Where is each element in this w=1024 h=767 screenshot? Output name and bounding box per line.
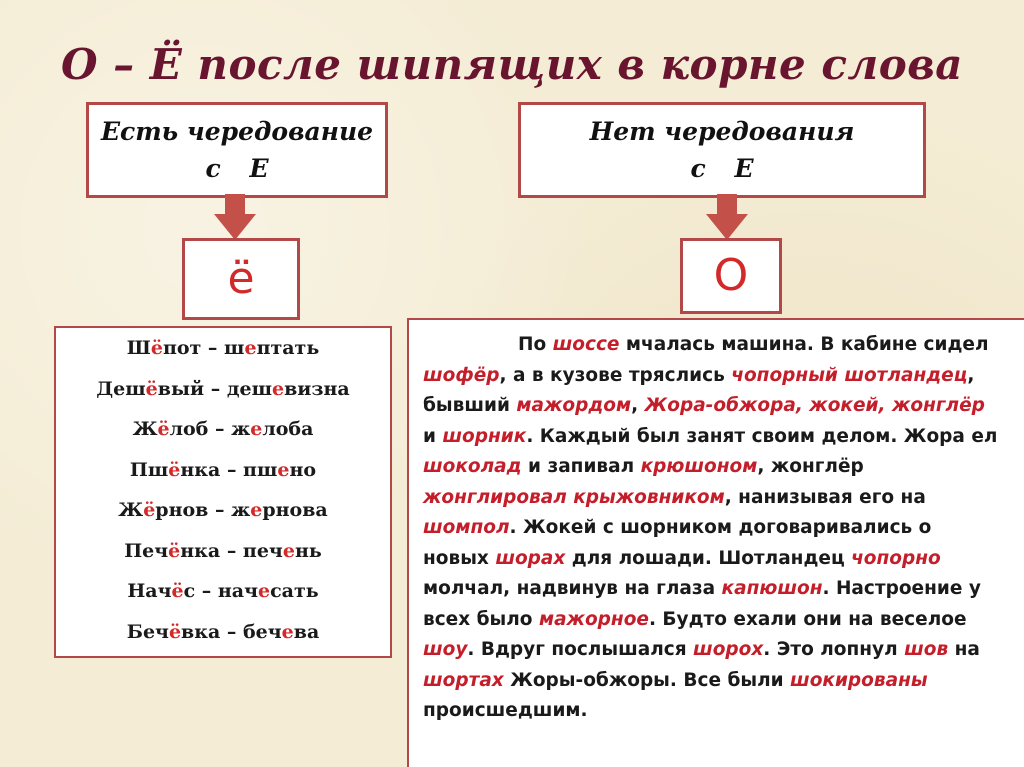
- preposition: с: [690, 154, 706, 183]
- text-line: и шорник. Каждый был занят своим делом. Жора ел: [423, 425, 998, 447]
- letter-e: Е: [734, 154, 754, 183]
- letter-yo-box: [182, 238, 300, 320]
- text-line: шофёр, а в кузове тряслись чопорный шотландец,: [423, 364, 975, 386]
- text-line: шомпол. Жокей с шорником договаривались о: [423, 517, 932, 538]
- no-alternation-letters: [521, 154, 923, 183]
- word-pair: Дешёвый – дешевизна: [96, 377, 350, 400]
- word-pair: Печёнка – печень: [124, 539, 322, 562]
- text-line: шоколад и запивал крюшоном, жонглёр: [423, 456, 864, 477]
- text-line: шортах Жоры-обжоры. Все были шокированы: [423, 669, 928, 691]
- letter-e: Е: [249, 154, 269, 183]
- text-line: По шоссе мчалась машина. В кабине сидел: [518, 334, 989, 355]
- word-pair: Бечёвка – бечева: [126, 620, 320, 643]
- text-line: всех было мажорное. Будто ехали они на веселое: [423, 608, 967, 630]
- text-line: жонглировал крыжовником, нанизывая его на: [423, 486, 926, 508]
- word-pairs-list: [54, 326, 392, 658]
- alternation-box: [86, 102, 388, 198]
- word-pair: Пшёнка – пшено: [129, 458, 317, 481]
- word-pair: Начёс – начесать: [127, 580, 319, 602]
- down-arrow-icon: [706, 194, 748, 240]
- example-text: [407, 318, 1024, 767]
- word-pair: Шёпот – шептать: [126, 337, 320, 359]
- text-line: шоу. Вдруг послышался шорох. Это лопнул шов на: [423, 639, 980, 660]
- word-pair: Жёлоб – желоба: [132, 418, 314, 440]
- preposition: с: [205, 154, 221, 183]
- text-line: новых шорах для лошади. Шотландец чопорно: [423, 547, 941, 569]
- alternation-label: Есть чередование: [100, 117, 374, 146]
- letter-o-box: [680, 238, 782, 314]
- text-line: молчал, надвинув на глаза капюшон. Настроение у: [423, 578, 981, 599]
- text-line: происшедшим.: [423, 700, 588, 721]
- no-alternation-box: [518, 102, 926, 198]
- down-arrow-icon: [214, 194, 256, 240]
- alternation-letters: [89, 154, 385, 183]
- text-line: бывший мажордом, Жора-обжора, жокей, жонглёр: [423, 395, 985, 416]
- word-pair: Жёрнов – жернова: [118, 499, 328, 521]
- letter-yo: ё: [227, 253, 255, 304]
- letter-o: О: [713, 250, 749, 301]
- page-title: О – Ё после шипящих в корне слова: [60, 40, 964, 89]
- no-alternation-label: Нет чередования: [589, 117, 855, 146]
